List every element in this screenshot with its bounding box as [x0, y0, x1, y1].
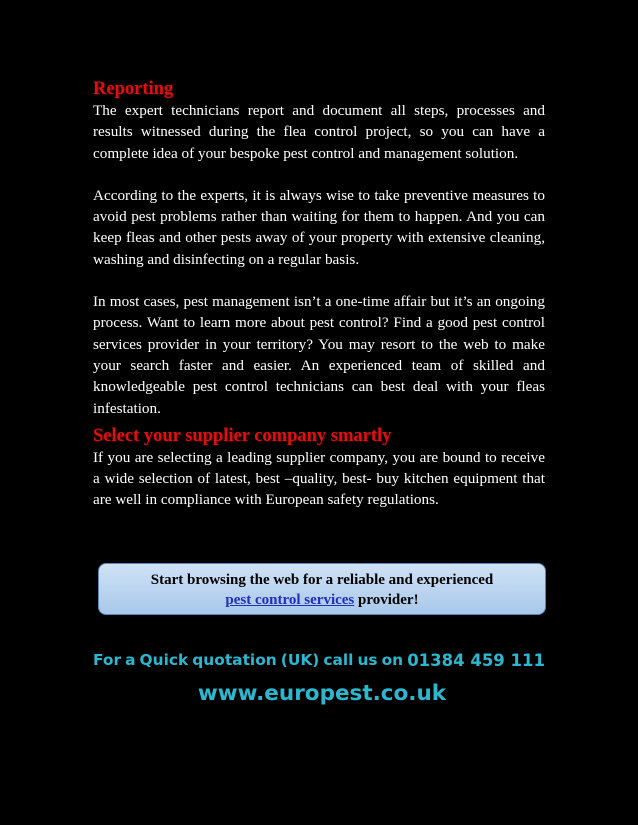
quote-word: For [93, 651, 122, 669]
paragraph: The expert technicians report and document all steps, processes and results witnessed during the flea control project, so you can have a complete idea of your bespoke pest control and management solution. [93, 102, 545, 162]
quotation-line [93, 651, 545, 670]
paragraph: According to the experts, it is always wise to take preventive measures to avoid pest problems rather than waiting for them to happen. And you can keep fleas and other pests away of your property with extensive cleaning, washing and disinfecting on a regular basis. [93, 186, 545, 268]
banner-suffix: provider! [354, 592, 419, 608]
website-url[interactable]: www.europest.co.uk [197, 681, 447, 706]
phone-number: 01384 459 111 [407, 651, 545, 670]
call-to-action-banner [98, 563, 546, 615]
quote-word: a [125, 651, 136, 669]
quote-word: on [381, 651, 404, 669]
paragraph: If you are selecting a leading supplier company, you are bound to receive a wide selection of latest, best –quality, best- buy kitchen equipment that are well in compliance with European safety regulations. [93, 448, 545, 509]
article-body [93, 78, 545, 511]
quote-word: us [357, 651, 378, 669]
banner-line-2 [99, 590, 545, 610]
paragraph: In most cases, pest management isn’t a one-time affair but it’s an ongoing process. Want to learn more about pest control? Find a good pest control services provider in your territory? You may resort to the web to make your search faster and easier. An experienced team of skilled and knowledgeable pest control technicians can best deal with your fleas infestation. [93, 293, 545, 417]
quote-word: Quick [139, 651, 189, 669]
section-heading-supplier: Select your supplier company smartly [93, 425, 392, 446]
quote-word: quotation [192, 651, 277, 669]
quote-word: call [323, 651, 354, 669]
pest-control-services-link[interactable]: pest control services [225, 592, 355, 608]
quote-word: (UK) [280, 651, 320, 669]
banner-line-1: Start browsing the web for a reliable and experienced [150, 572, 494, 588]
section-heading-reporting: Reporting [93, 79, 174, 99]
